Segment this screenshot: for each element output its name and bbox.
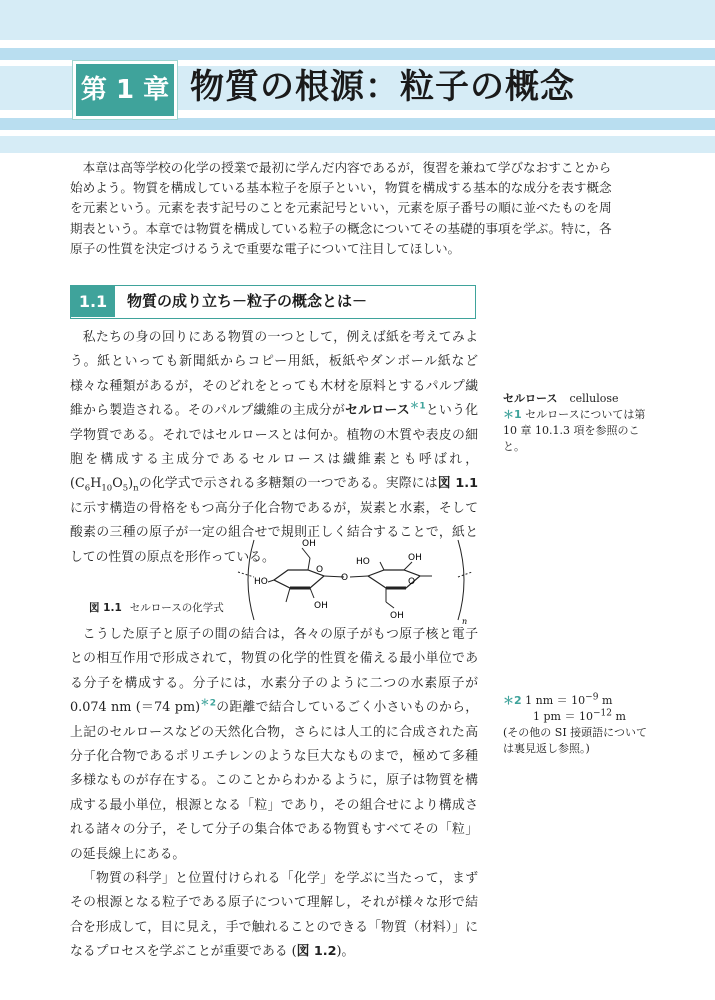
section-heading (70, 285, 476, 319)
cellulose-structure-figure (236, 532, 476, 628)
figure-reference: 図 1.1 (437, 476, 479, 492)
footnote-marker: ＊2 (200, 698, 216, 709)
sidenote-units: ＊2 1 nm ＝ $10^{-9}$ m 1 pm ＝ $10^{-12}$ m (その他の SI 接頭語については裏見返し参照。) (503, 693, 653, 757)
figure-reference: 図 1.2 (296, 944, 337, 960)
bond (386, 602, 394, 608)
bond (350, 576, 368, 577)
header-stripe (0, 136, 715, 153)
chain-bond-left (238, 572, 254, 577)
header-stripe (0, 118, 715, 130)
header-stripe (0, 48, 715, 60)
chapter-number-badge: 第 1 章 (73, 61, 177, 119)
label-o: O (341, 573, 349, 583)
header-stripe (0, 0, 715, 40)
bracket-right (458, 540, 464, 620)
chapter-header (0, 0, 715, 153)
figure-caption (89, 600, 224, 615)
bond (302, 548, 310, 558)
term-cellulose: セルロース (345, 403, 411, 419)
label-ho: HO (356, 557, 370, 567)
chapter-title: 物質の根源：粒子の概念 (190, 67, 575, 107)
label-o: O (316, 565, 324, 575)
footnote-marker: ＊2 (503, 694, 522, 707)
label-oh: OH (314, 601, 328, 611)
bond (308, 558, 310, 570)
label-oh: OH (390, 611, 404, 621)
label-n: n (462, 617, 468, 626)
footnote-marker: ＊1 (410, 401, 426, 412)
sidenote-english: cellulose (569, 392, 619, 405)
label-oh: OH (302, 539, 316, 549)
section-title: 物質の成り立ち－粒子の概念とは－ (127, 292, 368, 310)
bond (268, 580, 274, 582)
figure-caption-text: セルロースの化学式 (129, 602, 224, 614)
sidenote-cellulose (503, 391, 653, 455)
paragraph-chemistry: 「物質の科学」と位置付けられる「化学」を学ぶに当たって，まずその根源となる粒子である原子について理解し，それが様々な形で結合を形成して，目に見え，手で触れることのできる「物質（材料）」になるプロセスを学ぶことが重要である (図 1.2)。 (70, 871, 478, 960)
bond (404, 562, 412, 570)
bond (310, 588, 314, 598)
bond (286, 588, 290, 602)
body-text-lower (70, 623, 478, 965)
label-oh: OH (408, 553, 422, 563)
section-number: 1.1 (71, 286, 115, 317)
paragraph-bonding: こうした原子と原子の間の結合は，各々の原子がもつ原子核と電子との相互作用で形成されて，物質の化学的性質を備える最小単位である分子を構成する。分子には，水素分子のように二つの水素原子が 0.074 nm (＝74 pm)$^{*2}$の距離で結合しているごく小さいものから，上記のセルロースなどの天然化合物，さらには人工的に合成された高分子化合物であるポリエチレンのような巨大なものまで，極めて多種多様なものが存在する。このことからわかるように，原子は物質を構成する最小単位，根源となる「粒」であり，その組合せにより構成される諸々の分子，そして分子の集合体である物質もすべてその「粒」の延長線上にある。 (70, 627, 479, 862)
chapter-intro (70, 158, 618, 259)
sidenote-text: (その他の SI 接頭語については裏見返し参照。) (503, 726, 647, 755)
label-ho: HO (254, 577, 268, 587)
figure-label: 図 1.1 (89, 602, 122, 614)
bond (380, 562, 384, 570)
footnote-marker: ＊1 (503, 408, 522, 421)
intro-paragraph: 本章は高等学校の化学の授業で最初に学んだ内容であるが，復習を兼ねて学びなおすことから始めよう。物質を構成している基本粒子を原子といい，物質を構成する基本的な成分を表す概念を元素という。元素を表す記号のことを元素記号といい，元素を原子番号の順に並べたものを周期表という。本章では物質を構成している粒子の概念についてその基礎的事項を学ぶ。特に，各原子の性質を決定づけるうえで重要な電子について注目してほしい。 (70, 160, 612, 256)
paragraph-cellulose: 私たちの身の回りにある物質の一つとして，例えば紙を考えてみよう。紙といっても新聞紙からコピー用紙，板紙やダンボール紙など様々な種類があるが，そのどれをとっても木材を原料とするパルプ繊維から製造される。そのパルプ繊維の主成分がセルロース$^{*1}$という化学物質である。それではセルロースとは何か。植物の木質や表皮の細胞を構成する主成分であるセルロースは繊維素とも呼ばれ，$(C_6H_{10}O_5)_n$の化学式で示される多糖類の一つである。実際には図 1.1に示す構造の骨格をもつ高分子化合物であるが，炭素と水素，そして酸素の三種の原子が一定の組合せで規則正しく結合することで，紙としての性質の原点を形作っている。 (70, 330, 479, 565)
sidenote-term: セルロース (503, 392, 558, 405)
label-o: O (408, 577, 416, 587)
chain-bond-right (458, 572, 472, 577)
sidenote-text: セルロースについては第 10 章 10.1.3 項を参照のこと。 (503, 408, 646, 453)
